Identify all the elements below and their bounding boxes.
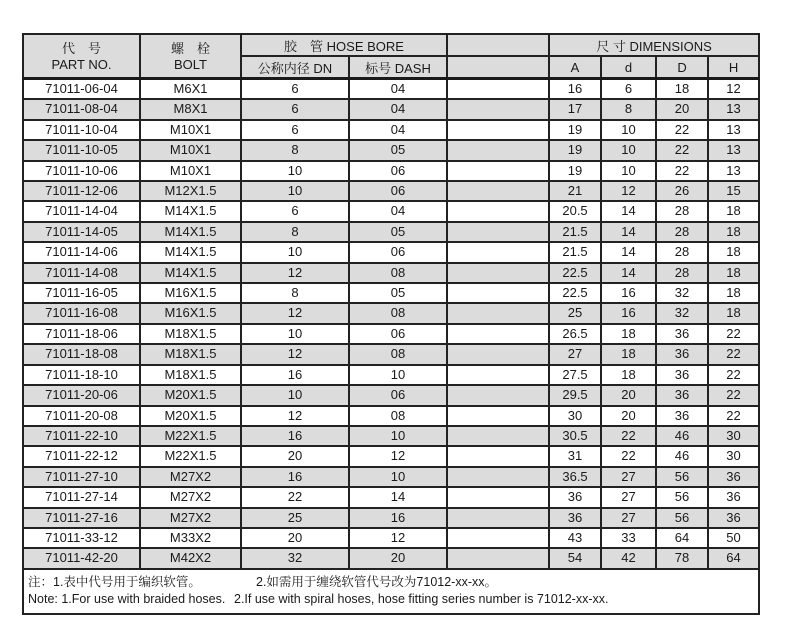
cell-dim-d: 22	[601, 446, 656, 466]
cell-dn: 6	[241, 201, 349, 221]
cell-dim-d: 10	[601, 120, 656, 140]
cell-bolt: M18X1.5	[140, 344, 241, 364]
cell-dim-big-d: 78	[656, 548, 708, 568]
cell-dash: 04	[349, 79, 447, 100]
table-row	[23, 324, 759, 344]
cell-dim-big-d: 28	[656, 201, 708, 221]
cell-empty	[447, 426, 549, 446]
cell-part-no: 71011-22-12	[23, 446, 140, 466]
cell-dn: 8	[241, 283, 349, 303]
cell-dim-d: 22	[601, 426, 656, 446]
cell-dn: 12	[241, 263, 349, 283]
cell-dn: 6	[241, 99, 349, 119]
cell-dim-a: 43	[549, 528, 601, 548]
cell-dim-h: 30	[708, 426, 759, 446]
header-dim-h: H	[708, 56, 759, 79]
cell-dim-h: 18	[708, 263, 759, 283]
cell-part-no: 71011-20-06	[23, 385, 140, 405]
cell-dash: 06	[349, 242, 447, 262]
cell-bolt: M10X1	[140, 140, 241, 160]
note-en-1: Note: 1.For use with braided hoses.	[28, 591, 226, 606]
header-dim-d: d	[601, 56, 656, 79]
cell-empty	[447, 303, 549, 323]
table-row	[23, 446, 759, 466]
table-row	[23, 365, 759, 385]
cell-part-no: 71011-10-05	[23, 140, 140, 160]
spec-table	[22, 33, 760, 615]
cell-dim-h: 12	[708, 79, 759, 100]
cell-dash: 04	[349, 99, 447, 119]
cell-dim-a: 27.5	[549, 365, 601, 385]
header-bolt	[140, 34, 241, 79]
cell-dim-h: 22	[708, 406, 759, 426]
cell-dash: 06	[349, 324, 447, 344]
cell-dn: 8	[241, 222, 349, 242]
cell-dim-big-d: 28	[656, 242, 708, 262]
cell-dim-h: 22	[708, 324, 759, 344]
cell-dim-a: 21	[549, 181, 601, 201]
cell-dn: 25	[241, 508, 349, 528]
table-footer	[23, 569, 759, 614]
cell-dim-big-d: 36	[656, 406, 708, 426]
cell-dim-h: 36	[708, 508, 759, 528]
cell-dn: 16	[241, 365, 349, 385]
cell-dim-a: 36.5	[549, 467, 601, 487]
cell-part-no: 71011-14-04	[23, 201, 140, 221]
cell-empty	[447, 283, 549, 303]
cell-empty	[447, 406, 549, 426]
cell-dim-a: 54	[549, 548, 601, 568]
cell-dim-h: 18	[708, 242, 759, 262]
cell-dash: 14	[349, 487, 447, 507]
cell-bolt: M18X1.5	[140, 324, 241, 344]
cell-dim-h: 50	[708, 528, 759, 548]
cell-dash: 04	[349, 120, 447, 140]
cell-dim-d: 14	[601, 201, 656, 221]
cell-bolt: M14X1.5	[140, 201, 241, 221]
cell-bolt: M16X1.5	[140, 283, 241, 303]
cell-dash: 12	[349, 446, 447, 466]
cell-part-no: 71011-27-16	[23, 508, 140, 528]
notes-cell	[23, 569, 759, 614]
cell-empty	[447, 222, 549, 242]
cell-dim-a: 30	[549, 406, 601, 426]
cell-dn: 12	[241, 344, 349, 364]
cell-part-no: 71011-14-08	[23, 263, 140, 283]
cell-dim-a: 20.5	[549, 201, 601, 221]
cell-dn: 6	[241, 120, 349, 140]
table-body	[23, 79, 759, 569]
cell-dash: 06	[349, 385, 447, 405]
header-hose-bore: 胶 管 HOSE BORE	[241, 34, 447, 56]
cell-dim-h: 22	[708, 365, 759, 385]
cell-bolt: M10X1	[140, 161, 241, 181]
cell-dim-h: 36	[708, 467, 759, 487]
cell-dn: 22	[241, 487, 349, 507]
cell-part-no: 71011-16-08	[23, 303, 140, 323]
cell-dim-h: 18	[708, 201, 759, 221]
cell-empty	[447, 120, 549, 140]
cell-dash: 05	[349, 222, 447, 242]
cell-dim-h: 30	[708, 446, 759, 466]
cell-part-no: 71011-18-10	[23, 365, 140, 385]
header-empty-bottom	[447, 56, 549, 79]
cell-bolt: M14X1.5	[140, 242, 241, 262]
header-bolt-zh: 螺 栓	[170, 40, 210, 56]
cell-dn: 32	[241, 548, 349, 568]
cell-dim-a: 22.5	[549, 263, 601, 283]
cell-dim-h: 15	[708, 181, 759, 201]
header-part-no-zh: 代 号	[61, 40, 101, 56]
table-row	[23, 467, 759, 487]
cell-bolt: M18X1.5	[140, 365, 241, 385]
table-row	[23, 528, 759, 548]
cell-bolt: M27X2	[140, 508, 241, 528]
cell-part-no: 71011-16-05	[23, 283, 140, 303]
cell-dash: 05	[349, 140, 447, 160]
cell-part-no: 71011-42-20	[23, 548, 140, 568]
cell-dash: 05	[349, 283, 447, 303]
cell-dim-big-d: 46	[656, 426, 708, 446]
cell-empty	[447, 344, 549, 364]
cell-dim-big-d: 28	[656, 222, 708, 242]
cell-part-no: 71011-14-06	[23, 242, 140, 262]
cell-dim-a: 30.5	[549, 426, 601, 446]
cell-dim-big-d: 46	[656, 446, 708, 466]
cell-dim-a: 21.5	[549, 242, 601, 262]
note-line-en	[28, 591, 754, 608]
header-dash: 标号 DASH	[349, 56, 447, 79]
cell-dim-h: 13	[708, 140, 759, 160]
table-row	[23, 385, 759, 405]
cell-empty	[447, 365, 549, 385]
cell-dn: 8	[241, 140, 349, 160]
cell-dn: 10	[241, 161, 349, 181]
table-row	[23, 201, 759, 221]
cell-dim-a: 19	[549, 161, 601, 181]
note-zh-2: 2.如需用于缠绕软管代号改为71012-xx-xx。	[256, 574, 498, 589]
header-bolt-en: BOLT	[174, 56, 207, 72]
cell-dim-d: 14	[601, 222, 656, 242]
cell-empty	[447, 201, 549, 221]
table-row	[23, 406, 759, 426]
cell-dim-d: 10	[601, 140, 656, 160]
cell-dash: 20	[349, 548, 447, 568]
cell-dim-d: 14	[601, 242, 656, 262]
cell-dn: 16	[241, 426, 349, 446]
header-part-no	[23, 34, 140, 79]
cell-bolt: M14X1.5	[140, 263, 241, 283]
cell-dim-d: 18	[601, 344, 656, 364]
cell-part-no: 71011-18-08	[23, 344, 140, 364]
cell-dn: 10	[241, 242, 349, 262]
cell-bolt: M6X1	[140, 79, 241, 100]
cell-dash: 08	[349, 303, 447, 323]
cell-dash: 10	[349, 467, 447, 487]
cell-dim-big-d: 36	[656, 385, 708, 405]
table-row	[23, 303, 759, 323]
cell-dash: 08	[349, 263, 447, 283]
cell-dash: 10	[349, 365, 447, 385]
cell-dim-d: 18	[601, 324, 656, 344]
cell-dim-big-d: 56	[656, 508, 708, 528]
cell-dn: 12	[241, 406, 349, 426]
table-row	[23, 79, 759, 100]
table-row	[23, 548, 759, 568]
cell-dim-big-d: 28	[656, 263, 708, 283]
cell-part-no: 71011-20-08	[23, 406, 140, 426]
cell-bolt: M22X1.5	[140, 446, 241, 466]
cell-bolt: M27X2	[140, 487, 241, 507]
cell-dn: 10	[241, 181, 349, 201]
cell-dim-h: 22	[708, 344, 759, 364]
cell-dim-big-d: 36	[656, 344, 708, 364]
table-row	[23, 344, 759, 364]
cell-dim-big-d: 32	[656, 303, 708, 323]
table-row	[23, 263, 759, 283]
cell-dim-h: 36	[708, 487, 759, 507]
cell-bolt: M14X1.5	[140, 222, 241, 242]
cell-dim-d: 20	[601, 385, 656, 405]
cell-bolt: M16X1.5	[140, 303, 241, 323]
table-row	[23, 242, 759, 262]
cell-dim-big-d: 22	[656, 120, 708, 140]
table-row	[23, 181, 759, 201]
cell-dim-a: 19	[549, 140, 601, 160]
cell-dim-h: 13	[708, 120, 759, 140]
cell-bolt: M42X2	[140, 548, 241, 568]
cell-dim-d: 27	[601, 467, 656, 487]
header-dn: 公称内径 DN	[241, 56, 349, 79]
cell-dim-big-d: 64	[656, 528, 708, 548]
note-zh-1: 注：1.表中代号用于编织软管。	[28, 574, 201, 589]
cell-dim-big-d: 36	[656, 365, 708, 385]
cell-dim-h: 13	[708, 161, 759, 181]
note-line-zh	[28, 574, 754, 591]
cell-bolt: M12X1.5	[140, 181, 241, 201]
cell-part-no: 71011-22-10	[23, 426, 140, 446]
cell-dim-a: 22.5	[549, 283, 601, 303]
cell-dim-d: 14	[601, 263, 656, 283]
cell-dash: 04	[349, 201, 447, 221]
cell-dn: 10	[241, 385, 349, 405]
cell-dim-d: 16	[601, 283, 656, 303]
header-dim-big-d: D	[656, 56, 708, 79]
note-en-2: 2.If use with spiral hoses, hose fitting series number is 71012-xx-xx.	[234, 591, 609, 606]
cell-dim-h: 18	[708, 303, 759, 323]
table-row	[23, 426, 759, 446]
cell-empty	[447, 140, 549, 160]
cell-dim-big-d: 22	[656, 140, 708, 160]
table-row	[23, 120, 759, 140]
header-dim-a: A	[549, 56, 601, 79]
cell-dim-big-d: 20	[656, 99, 708, 119]
cell-dim-h: 18	[708, 222, 759, 242]
cell-part-no: 71011-18-06	[23, 324, 140, 344]
cell-dash: 12	[349, 528, 447, 548]
header-part-no-en: PART NO.	[51, 56, 112, 72]
table-row	[23, 99, 759, 119]
header-row-1	[23, 34, 759, 56]
table-row	[23, 161, 759, 181]
cell-empty	[447, 548, 549, 568]
cell-empty	[447, 508, 549, 528]
cell-empty	[447, 446, 549, 466]
cell-dim-h: 22	[708, 385, 759, 405]
cell-dim-big-d: 56	[656, 467, 708, 487]
cell-dn: 20	[241, 446, 349, 466]
cell-dim-big-d: 36	[656, 324, 708, 344]
cell-part-no: 71011-27-10	[23, 467, 140, 487]
cell-dim-a: 21.5	[549, 222, 601, 242]
cell-dim-a: 27	[549, 344, 601, 364]
cell-dn: 6	[241, 79, 349, 100]
cell-dim-d: 27	[601, 487, 656, 507]
cell-dash: 08	[349, 344, 447, 364]
cell-dash: 06	[349, 161, 447, 181]
cell-dash: 10	[349, 426, 447, 446]
header-dimensions: 尺 寸 DIMENSIONS	[549, 34, 759, 56]
cell-part-no: 71011-12-06	[23, 181, 140, 201]
cell-part-no: 71011-27-14	[23, 487, 140, 507]
cell-empty	[447, 487, 549, 507]
cell-dim-big-d: 26	[656, 181, 708, 201]
cell-empty	[447, 181, 549, 201]
cell-dn: 20	[241, 528, 349, 548]
cell-dn: 10	[241, 324, 349, 344]
table-row	[23, 222, 759, 242]
cell-bolt: M8X1	[140, 99, 241, 119]
cell-dim-d: 10	[601, 161, 656, 181]
cell-dim-a: 31	[549, 446, 601, 466]
cell-dim-d: 27	[601, 508, 656, 528]
cell-dim-h: 18	[708, 283, 759, 303]
cell-dim-h: 13	[708, 99, 759, 119]
cell-dim-d: 6	[601, 79, 656, 100]
cell-dim-d: 18	[601, 365, 656, 385]
cell-dim-big-d: 56	[656, 487, 708, 507]
cell-empty	[447, 528, 549, 548]
cell-bolt: M20X1.5	[140, 406, 241, 426]
cell-bolt: M27X2	[140, 467, 241, 487]
cell-dim-a: 19	[549, 120, 601, 140]
cell-dim-a: 29.5	[549, 385, 601, 405]
cell-bolt: M20X1.5	[140, 385, 241, 405]
cell-empty	[447, 263, 549, 283]
table-row	[23, 487, 759, 507]
cell-dim-h: 64	[708, 548, 759, 568]
cell-dn: 12	[241, 303, 349, 323]
cell-empty	[447, 467, 549, 487]
cell-part-no: 71011-10-06	[23, 161, 140, 181]
cell-dim-a: 25	[549, 303, 601, 323]
cell-dim-a: 17	[549, 99, 601, 119]
cell-part-no: 71011-10-04	[23, 120, 140, 140]
cell-dash: 16	[349, 508, 447, 528]
cell-bolt: M33X2	[140, 528, 241, 548]
cell-empty	[447, 99, 549, 119]
cell-dash: 08	[349, 406, 447, 426]
table-header	[23, 34, 759, 79]
notes-row	[23, 569, 759, 614]
cell-part-no: 71011-14-05	[23, 222, 140, 242]
cell-dim-d: 33	[601, 528, 656, 548]
cell-part-no: 71011-33-12	[23, 528, 140, 548]
cell-dash: 06	[349, 181, 447, 201]
cell-part-no: 71011-08-04	[23, 99, 140, 119]
table-row	[23, 283, 759, 303]
cell-dim-big-d: 22	[656, 161, 708, 181]
cell-empty	[447, 324, 549, 344]
cell-dim-a: 16	[549, 79, 601, 100]
table-row	[23, 140, 759, 160]
cell-dim-d: 20	[601, 406, 656, 426]
cell-dim-a: 36	[549, 487, 601, 507]
header-empty-top	[447, 34, 549, 56]
cell-dim-d: 8	[601, 99, 656, 119]
cell-dim-big-d: 32	[656, 283, 708, 303]
cell-dim-d: 16	[601, 303, 656, 323]
cell-dim-d: 12	[601, 181, 656, 201]
cell-bolt: M22X1.5	[140, 426, 241, 446]
cell-empty	[447, 242, 549, 262]
cell-empty	[447, 79, 549, 100]
cell-empty	[447, 385, 549, 405]
cell-bolt: M10X1	[140, 120, 241, 140]
cell-empty	[447, 161, 549, 181]
cell-part-no: 71011-06-04	[23, 79, 140, 100]
table-row	[23, 508, 759, 528]
cell-dim-big-d: 18	[656, 79, 708, 100]
cell-dn: 16	[241, 467, 349, 487]
cell-dim-d: 42	[601, 548, 656, 568]
cell-dim-a: 36	[549, 508, 601, 528]
cell-dim-a: 26.5	[549, 324, 601, 344]
